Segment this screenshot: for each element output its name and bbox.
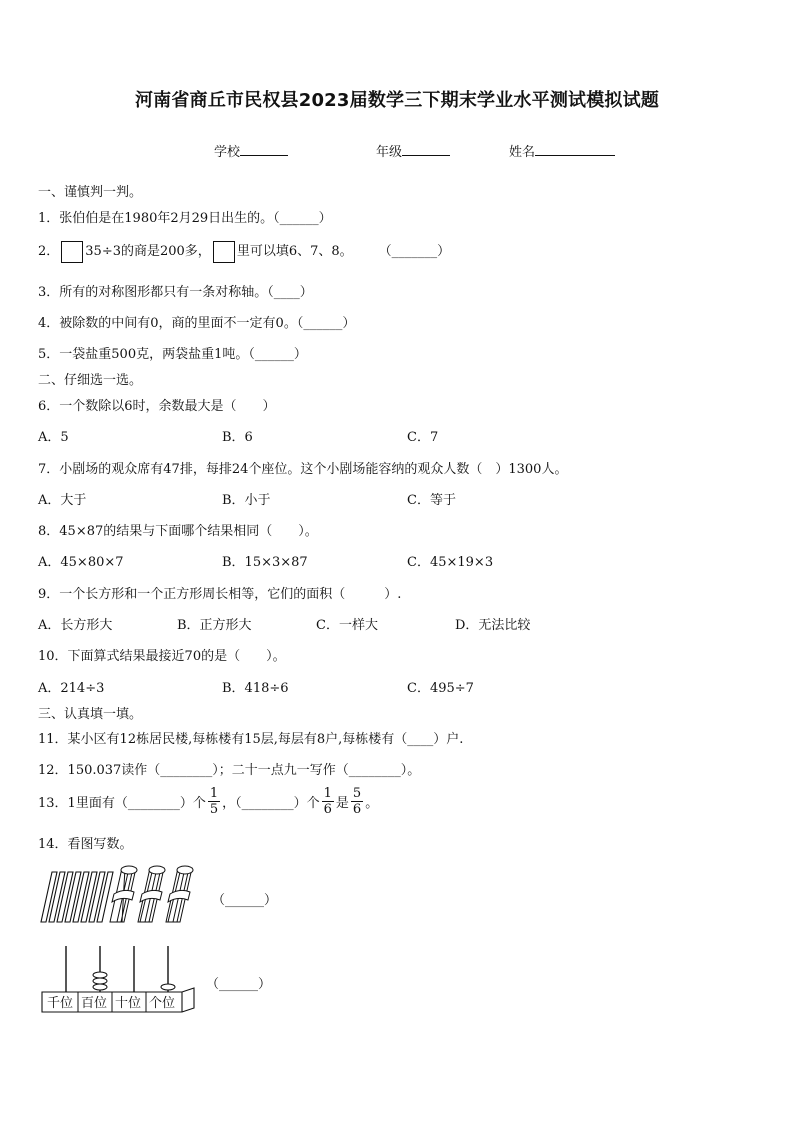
school-field[interactable]: [214, 141, 288, 160]
question-8-option-a[interactable]: A．45×80×7: [38, 555, 124, 570]
question-2: [38, 240, 450, 263]
question-1: 1．张伯伯是在1980年2月29日出生的。（______）: [38, 211, 332, 226]
fraction-1-numerator: 1: [209, 786, 219, 801]
sticks-figure: [38, 862, 210, 928]
section-1-heading: 一、谨慎判一判。: [38, 185, 143, 200]
question-13-part4: 。: [365, 796, 379, 811]
grade-label: 年级: [376, 145, 403, 160]
fraction-3-numerator: 5: [352, 786, 362, 801]
stick-bundle-1: [110, 866, 137, 922]
question-9-option-c[interactable]: C．一样大: [316, 618, 378, 633]
question-10-option-b[interactable]: B．418÷6: [222, 681, 289, 696]
question-8-option-b[interactable]: B．15×3×87: [222, 555, 308, 570]
fraction-one-fifth: [208, 786, 220, 817]
question-14-blank-2[interactable]: （______）: [206, 977, 272, 992]
abacus-label-2: 百位: [81, 996, 108, 1011]
abacus-label-1: 千位: [47, 996, 74, 1011]
question-13: [38, 786, 378, 817]
name-line[interactable]: [535, 143, 615, 156]
question-2-number: 2．: [38, 244, 60, 259]
question-2-blank[interactable]: （_______）: [378, 244, 451, 259]
question-13-part2: ，（________）个: [222, 796, 320, 811]
question-6: 6．一个数除以6时，余数最大是（ ）: [38, 399, 276, 414]
page-title: 河南省商丘市民权县2023届数学三下期末学业水平测试模拟试题: [134, 90, 660, 111]
question-8-option-c[interactable]: C．45×19×3: [407, 555, 494, 570]
question-10-option-c[interactable]: C．495÷7: [407, 681, 474, 696]
name-field[interactable]: [509, 141, 615, 160]
question-7: 7．小剧场的观众席有47排，每排24个座位。这个小剧场能容纳的观众人数（ ）1300人。: [38, 462, 568, 477]
abacus-bead: [93, 978, 107, 984]
question-7-option-b[interactable]: B．小于: [222, 493, 271, 508]
fraction-2-numerator: 1: [323, 786, 332, 801]
section-2-heading: 二、仔细选一选。: [38, 373, 143, 388]
question-6-option-b[interactable]: B．6: [222, 430, 253, 445]
question-14-blank-1[interactable]: （______）: [212, 893, 278, 908]
abacus-bead: [161, 984, 175, 990]
question-13-part3: 是: [335, 796, 349, 811]
question-5: 5．一袋盐重500克，两袋盐重1吨。（______）: [38, 347, 307, 362]
abacus-label-4: 个位: [149, 996, 176, 1011]
grade-line[interactable]: [402, 143, 450, 156]
fraction-one-sixth: [322, 786, 334, 817]
abacus-label-3: 十位: [115, 996, 142, 1011]
question-10-option-a[interactable]: A．214÷3: [38, 681, 105, 696]
question-2-part1: 35÷3的商是200多，: [85, 244, 211, 259]
question-10: 10．下面算式结果最接近70的是（ ）。: [38, 649, 286, 664]
section-3-heading: 三、认真填一填。: [38, 707, 143, 722]
answer-box-2[interactable]: [213, 241, 235, 263]
stick-bundle-3: [166, 866, 193, 922]
question-3: 3．所有的对称图形都只有一条对称轴。（____）: [38, 285, 313, 300]
fraction-3-denominator: 6: [352, 802, 362, 817]
question-9-option-a[interactable]: A．长方形大: [38, 618, 113, 633]
question-9: 9．一个长方形和一个正方形周长相等，它们的面积（ ）.: [38, 587, 402, 602]
question-14: 14．看图写数。: [38, 837, 133, 852]
stick-bundle-2: [138, 866, 165, 922]
single-sticks: [41, 872, 113, 922]
question-11: 11．某小区有12栋居民楼,每栋楼有15层,每层有8户,每栋楼有（____）户.: [38, 732, 464, 747]
question-2-part2: 里可以填6、7、8。: [236, 244, 353, 259]
grade-field[interactable]: [376, 141, 450, 160]
abacus-figure: [38, 942, 204, 1014]
question-7-option-c[interactable]: C．等于: [407, 493, 456, 508]
question-4: 4．被除数的中间有0，商的里面不一定有0。（______）: [38, 316, 356, 331]
abacus-bead: [93, 984, 107, 990]
question-6-option-a[interactable]: A．5: [38, 430, 69, 445]
question-12: 12．150.037读作（________）；二十一点九一写作（________）。: [38, 763, 421, 778]
abacus-bead: [93, 972, 107, 978]
school-line[interactable]: [240, 143, 288, 156]
fraction-2-denominator: 6: [323, 802, 332, 817]
name-label: 姓名: [509, 145, 536, 160]
question-9-option-d[interactable]: D．无法比较: [455, 618, 531, 633]
question-13-part1: 13．1里面有（________）个: [38, 796, 206, 811]
fraction-five-sixths: [351, 786, 363, 817]
fraction-1-denominator: 5: [209, 802, 219, 817]
school-label: 学校: [214, 145, 241, 160]
answer-box-1[interactable]: [61, 241, 83, 263]
question-7-option-a[interactable]: A．大于: [38, 493, 87, 508]
question-6-option-c[interactable]: C．7: [407, 430, 439, 445]
question-8: 8．45×87的结果与下面哪个结果相同（ ）。: [38, 524, 318, 539]
question-9-option-b[interactable]: B．正方形大: [177, 618, 252, 633]
